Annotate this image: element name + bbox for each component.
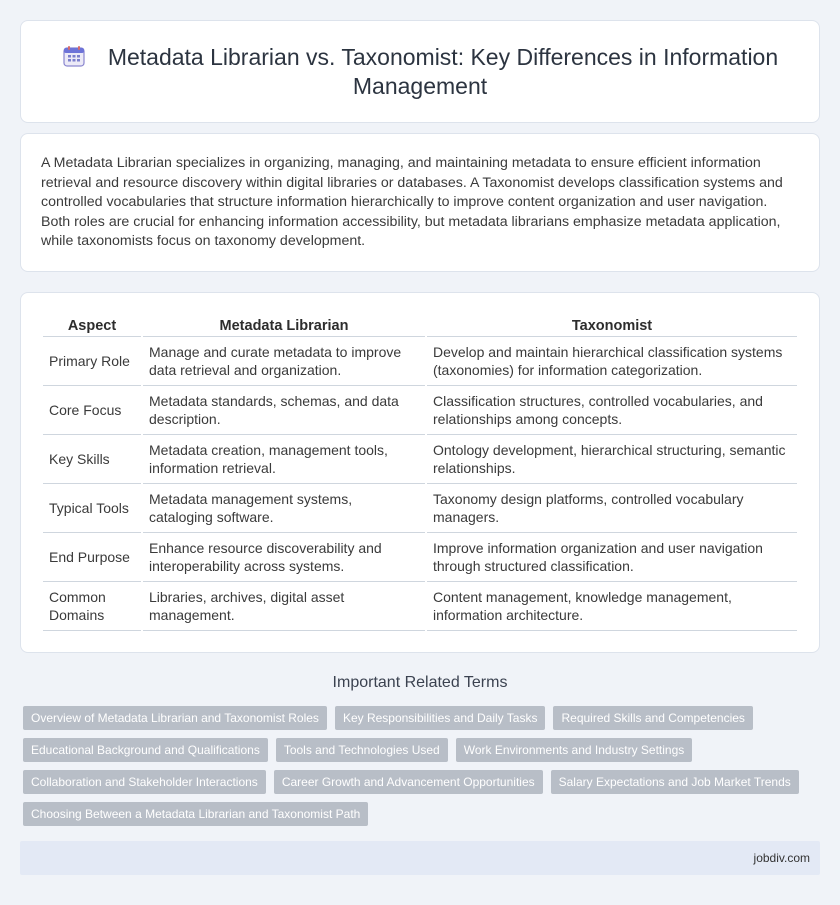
taxonomist-cell: Improve information organization and user navigation through structured classification. [427,533,797,582]
related-term-tag[interactable]: Work Environments and Industry Settings [456,738,693,762]
comparison-table [41,315,799,631]
metadata-librarian-cell: Metadata management systems, cataloging software. [143,484,425,533]
aspect-cell: Key Skills [43,435,141,484]
aspect-cell: Core Focus [43,386,141,435]
intro-paragraph: A Metadata Librarian specializes in organizing, managing, and maintaining metadata to ensure efficient information retrieval and resource discovery within digital libraries or databases. A Taxonomist develops classification systems and controlled vocabularies that structure information hierarchically to improve content organization and user navigation. Both roles are crucial for enhancing information accessibility, but metadata librarians emphasize metadata application, while taxonomists focus on taxonomy development. [41,155,783,250]
related-terms-title: Important Related Terms [332,674,508,691]
related-terms-tags [23,706,803,834]
aspect-cell: Primary Role [43,337,141,386]
taxonomist-cell: Ontology development, hierarchical structuring, semantic relationships. [427,435,797,484]
aspect-cell: Typical Tools [43,484,141,533]
related-term-tag[interactable]: Collaboration and Stakeholder Interactions [23,770,266,794]
metadata-librarian-cell: Metadata standards, schemas, and data description. [143,386,425,435]
footer [20,841,820,875]
aspect-cell: End Purpose [43,533,141,582]
header-metadata-librarian: Metadata Librarian [143,315,425,337]
table-row [43,533,797,582]
table-row [43,435,797,484]
tag-row [23,738,803,762]
intro-card [20,133,820,272]
header-taxonomist: Taxonomist [427,315,797,337]
related-term-tag[interactable]: Educational Background and Qualifications [23,738,268,762]
metadata-librarian-cell: Metadata creation, management tools, information retrieval. [143,435,425,484]
related-term-tag[interactable]: Choosing Between a Metadata Librarian and Taxonomist Path [23,802,368,826]
header-aspect: Aspect [43,315,141,337]
taxonomist-cell: Develop and maintain hierarchical classification systems (taxonomies) for information categorization. [427,337,797,386]
metadata-librarian-cell: Enhance resource discoverability and interoperability across systems. [143,533,425,582]
page-title: Metadata Librarian vs. Taxonomist: Key Differences in Information Management [107,44,779,99]
table-row [43,582,797,631]
table-header-row [43,315,797,337]
comparison-card [20,292,820,653]
tag-row [23,770,803,794]
table-row [43,484,797,533]
aspect-cell: Common Domains [43,582,141,631]
metadata-librarian-cell: Manage and curate metadata to improve data retrieval and organization. [143,337,425,386]
footer-site[interactable]: jobdiv.com [753,851,810,865]
tag-row [23,706,803,730]
related-term-tag[interactable]: Salary Expectations and Job Market Trends [551,770,799,794]
table-row [43,337,797,386]
related-term-tag[interactable]: Overview of Metadata Librarian and Taxonomist Roles [23,706,327,730]
metadata-librarian-cell: Libraries, archives, digital asset management. [143,582,425,631]
related-term-tag[interactable]: Required Skills and Competencies [553,706,752,730]
taxonomist-cell: Content management, knowledge management, information architecture. [427,582,797,631]
table-row [43,386,797,435]
related-term-tag[interactable]: Tools and Technologies Used [276,738,448,762]
taxonomist-cell: Taxonomy design platforms, controlled vocabulary managers. [427,484,797,533]
title-card [20,20,820,123]
related-term-tag[interactable]: Key Responsibilities and Daily Tasks [335,706,546,730]
calendar-icon [62,44,86,68]
related-term-tag[interactable]: Career Growth and Advancement Opportunities [274,770,543,794]
taxonomist-cell: Classification structures, controlled vocabularies, and relationships among concepts. [427,386,797,435]
tag-row [23,802,803,826]
page-title-wrap [21,43,819,101]
